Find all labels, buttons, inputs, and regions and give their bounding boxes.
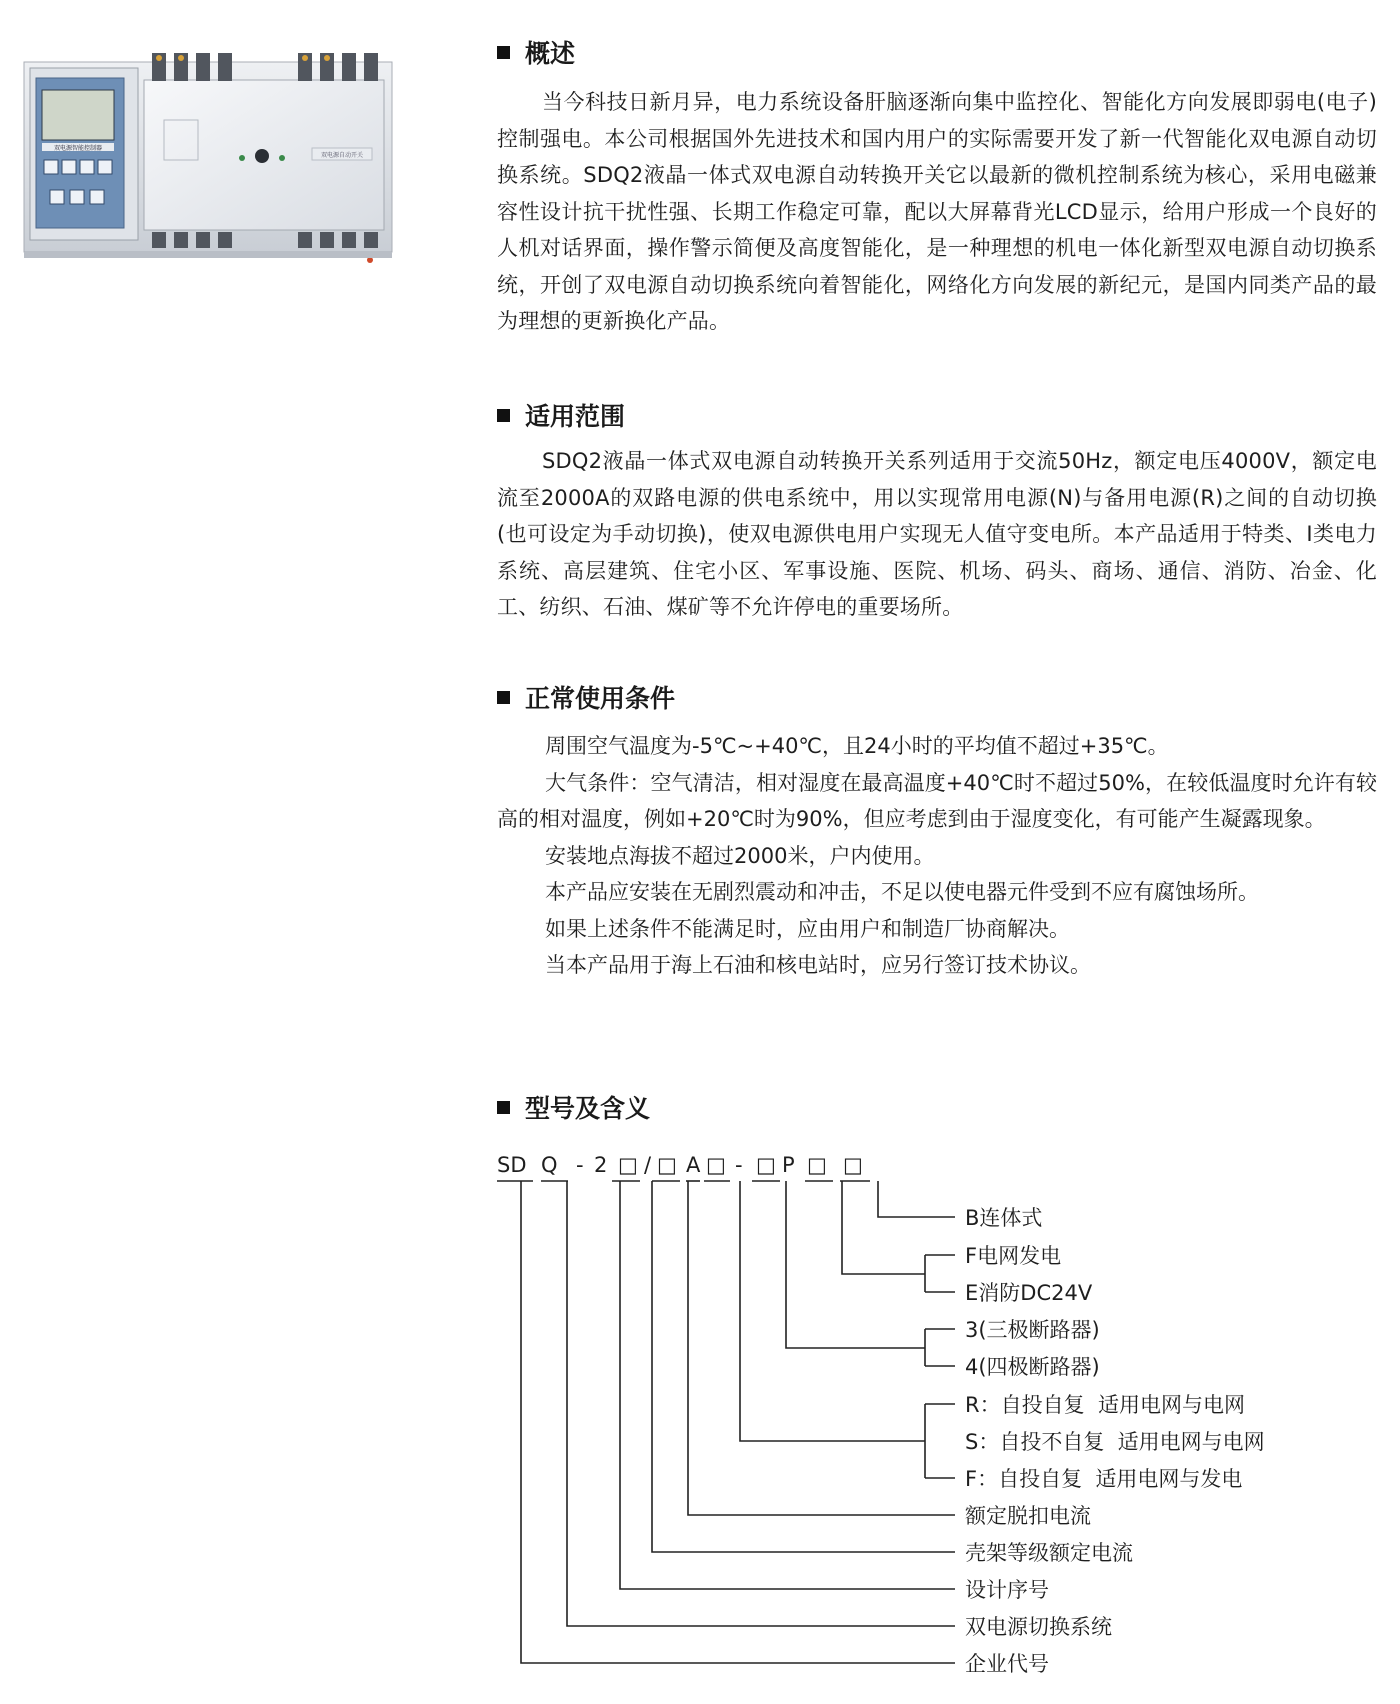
condition-item: 周围空气温度为-5℃~+40℃，且24小时的平均值不超过+35℃。: [545, 734, 1169, 758]
scope-title: 适用范围: [525, 402, 626, 431]
code-char: -: [576, 1153, 584, 1177]
conditions-title: 正常使用条件: [525, 684, 676, 713]
code-char: □: [657, 1153, 677, 1177]
code-label-trip-current: 额定脱扣电流: [965, 1504, 1091, 1528]
scope-text: SDQ2液晶一体式双电源自动转换开关系列适用于交流50Hz，额定电压4000V，额定电流至2000A的双路电源的供电系统中，用以实现常用电源(N)与备用电源(R)之间的自动切换(也可设定为手动切换)，使双电源供电用户实现无人值守变电所。本产品适用于特类、I类电力系统、高层建筑、住宅小区、军事设施、医院、机场、码头、商场、通信、消防、冶金、化工、纺织、石油、煤矿等不允许停电的重要场所。: [497, 449, 1377, 619]
code-label-system: 双电源切换系统: [965, 1615, 1112, 1639]
code-char: P: [782, 1153, 795, 1177]
code-label-f2: F：自投自复 适用电网与发电: [965, 1467, 1243, 1491]
code-label-company: 企业代号: [965, 1652, 1049, 1676]
code-label-4: 4(四极断路器): [965, 1355, 1100, 1379]
code-char: /: [644, 1153, 652, 1177]
overview-title: 概述: [525, 39, 576, 68]
code-char: 2: [594, 1153, 608, 1177]
code-char: A: [686, 1153, 701, 1177]
code-char: -: [735, 1153, 743, 1177]
code-label-s: S：自投不自复 适用电网与电网: [965, 1430, 1265, 1454]
code-char: SD: [497, 1153, 527, 1177]
condition-item: 大气条件：空气清洁，相对湿度在最高温度+40℃时不超过50%，在较低温度时允许有较高的相对温度，例如+20℃时为90%，但应考虑到由于湿度变化，有可能产生凝露现象。: [497, 770, 1377, 831]
code-label-b: B连体式: [965, 1206, 1043, 1230]
condition-item: 安装地点海拔不超过2000米，户内使用。: [545, 843, 935, 868]
overview-text: 当今科技日新月异，电力系统设备肝脑逐渐向集中监控化、智能化方向发展即弱电(电子)控制强电。本公司根据国外先进技术和国内用户的实际需要开发了新一代智能化双电源自动切换系统。SDQ2液晶一体式双电源自动转换开关它以最新的微机控制系统为核心，采用电磁兼容性设计抗干扰性强、长期工作稳定可靠，配以大屏幕背光LCD显示，给用户形成一个良好的人机对话界面，操作警示简便及高度智能化，是一种理想的机电一体化新型双电源自动切换系统，开创了双电源自动切换系统向着智能化，网络化方向发展的新纪元，是国内同类产品的最为理想的更新换化产品。: [497, 90, 1377, 333]
code-label-r: R：自投自复 适用电网与电网: [965, 1393, 1245, 1417]
code-label-design-no: 设计序号: [965, 1578, 1049, 1602]
code-char: □: [618, 1153, 638, 1177]
condition-item: 当本产品用于海上石油和核电站时，应另行签订技术协议。: [545, 953, 1091, 977]
switch-cover-label: 双电源自动开关: [320, 152, 364, 159]
code-label-frame-current: 壳架等级额定电流: [965, 1541, 1133, 1565]
condition-item: 本产品应安装在无剧烈震动和冲击，不足以使电器元件受到不应有腐蚀场所。: [545, 880, 1259, 904]
model-title: 型号及含义: [525, 1094, 651, 1123]
code-char: □: [756, 1153, 776, 1177]
code-char: □: [706, 1153, 726, 1177]
condition-item: 如果上述条件不能满足时，应由用户和制造厂协商解决。: [545, 916, 1070, 941]
code-label-3: 3(三极断路器): [965, 1318, 1100, 1342]
code-label-e: E消防DC24V: [965, 1281, 1093, 1305]
code-char: Q: [541, 1153, 558, 1177]
code-char: □: [807, 1153, 827, 1177]
code-char: □: [843, 1153, 863, 1177]
controller-panel-label: 双电源智能控制器: [53, 145, 103, 152]
code-label-f: F电网发电: [965, 1244, 1062, 1268]
